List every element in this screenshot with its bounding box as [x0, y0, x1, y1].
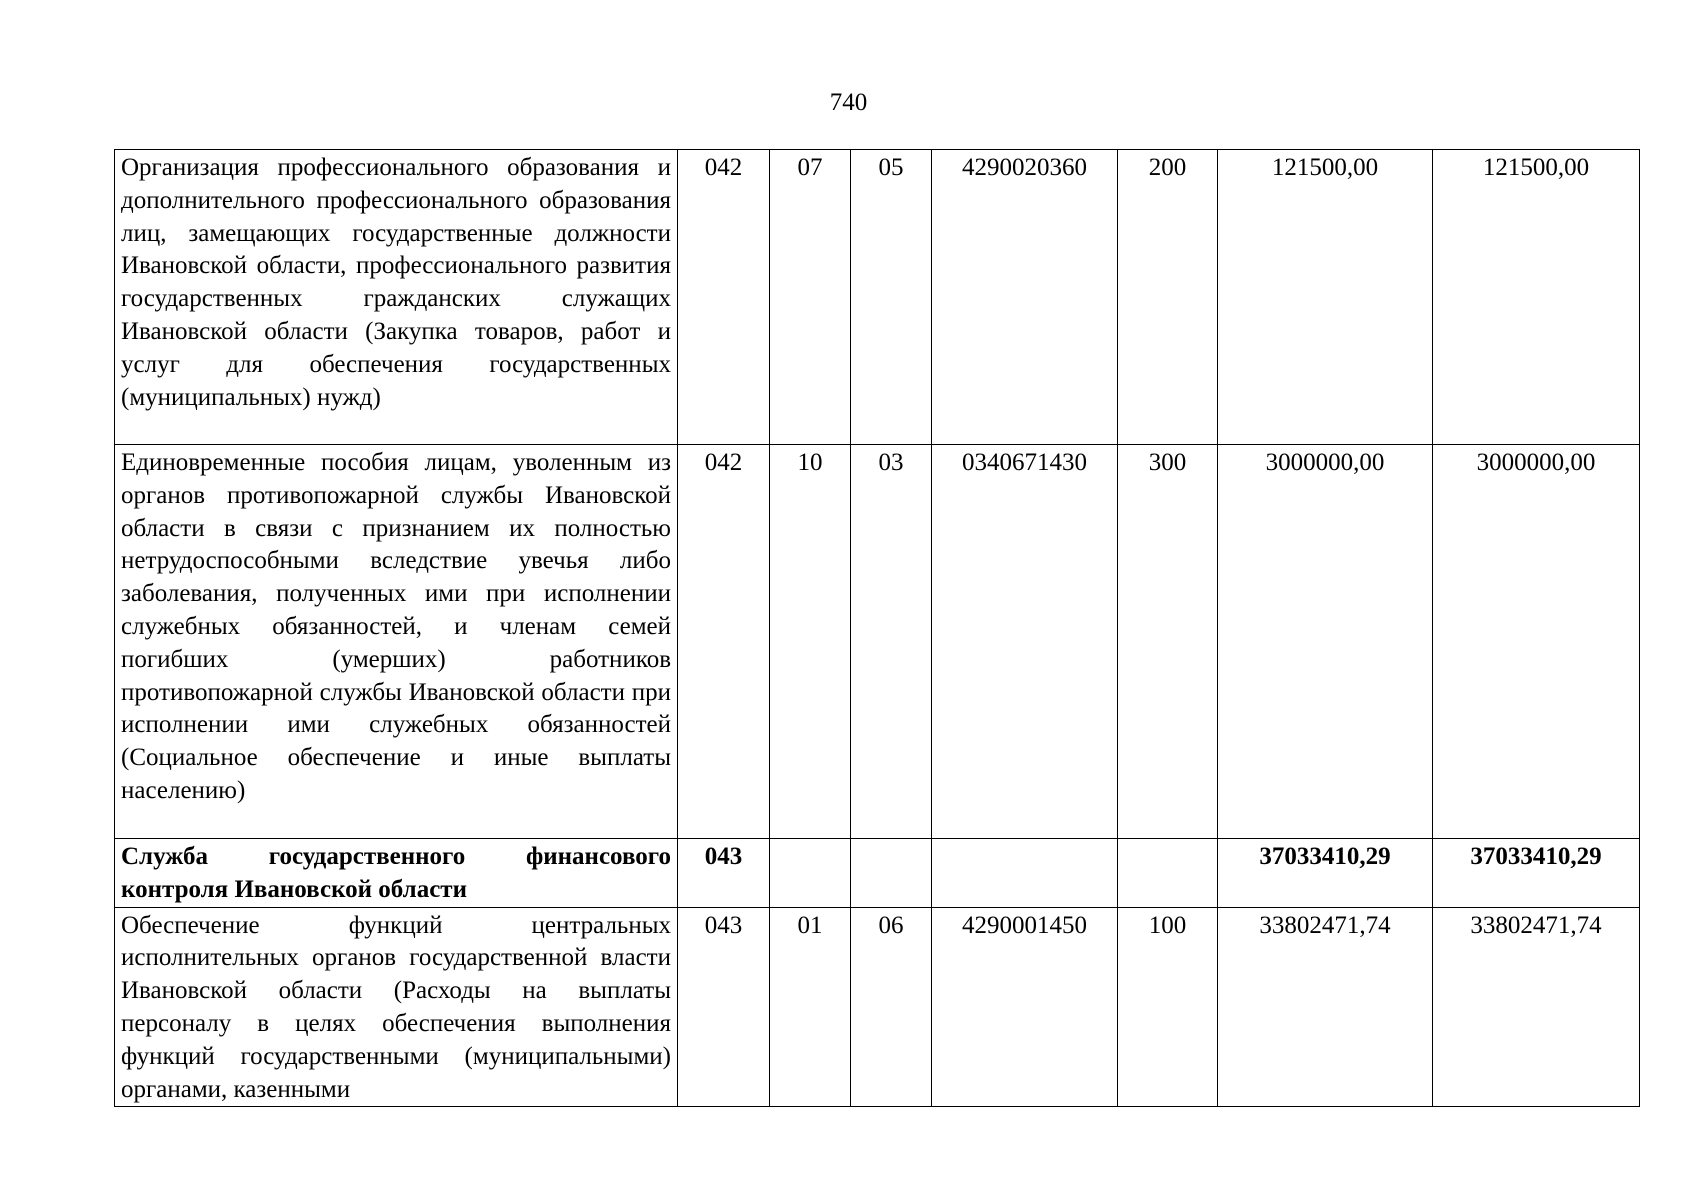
cell-sum-2: 121500,00: [1433, 150, 1640, 445]
cell-sum-1: 121500,00: [1218, 150, 1433, 445]
cell-gr: 043: [678, 839, 770, 908]
cell-vr: 100: [1118, 907, 1218, 1107]
cell-sum-2: 33802471,74: [1433, 907, 1640, 1107]
cell-gr: 043: [678, 907, 770, 1107]
table-row: [115, 445, 1640, 839]
row-name: Организация профессионального образования и дополнительного профессионального образования лиц, замещающих государственные должности Ивановской области, профессионального развития государственных гражданских служащих Ивановской области (Закупка товаров, работ и услуг для обеспечения государственных (муниципальных) нужд): [115, 150, 678, 445]
cell-sum-1: 3000000,00: [1218, 445, 1433, 839]
cell-pr: 05: [851, 150, 932, 445]
cell-csr: 0340671430: [932, 445, 1118, 839]
cell-pr: [851, 839, 932, 908]
cell-vr: 200: [1118, 150, 1218, 445]
page-number: 740: [829, 89, 868, 116]
cell-csr: [932, 839, 1118, 908]
table-row: [115, 907, 1640, 1107]
row-name: Служба государственного финансового контроля Ивановской области: [115, 839, 678, 908]
budget-table: [114, 149, 1640, 1107]
cell-sum-2: 3000000,00: [1433, 445, 1640, 839]
cell-sum-2: 37033410,29: [1433, 839, 1640, 908]
cell-sum-1: 37033410,29: [1218, 839, 1433, 908]
cell-vr: [1118, 839, 1218, 908]
cell-rz: 01: [770, 907, 851, 1107]
cell-sum-1: 33802471,74: [1218, 907, 1433, 1107]
cell-rz: [770, 839, 851, 908]
row-name: Единовременные пособия лицам, уволенным из органов противопожарной службы Ивановской области в связи с признанием их полностью нетрудоспособными вследствие увечья либо заболевания, полученных ими при исполнении служебных обязанностей, и членам семей погибших (умерших) работников противопожарной службы Ивановской области при исполнении ими служебных обязанностей (Социальное обеспечение и иные выплаты населению): [115, 445, 678, 839]
table-row-section: [115, 839, 1640, 908]
cell-pr: 06: [851, 907, 932, 1107]
cell-gr: 042: [678, 150, 770, 445]
cell-rz: 07: [770, 150, 851, 445]
cell-rz: 10: [770, 445, 851, 839]
row-name: Обеспечение функций центральных исполнительных органов государственной власти Ивановской области (Расходы на выплаты персоналу в целях обеспечения выполнения функций государственными (муниципальными) органами, казенными: [115, 907, 678, 1107]
cell-csr: 4290001450: [932, 907, 1118, 1107]
table-row: [115, 150, 1640, 445]
cell-pr: 03: [851, 445, 932, 839]
cell-gr: 042: [678, 445, 770, 839]
cell-vr: 300: [1118, 445, 1218, 839]
cell-csr: 4290020360: [932, 150, 1118, 445]
